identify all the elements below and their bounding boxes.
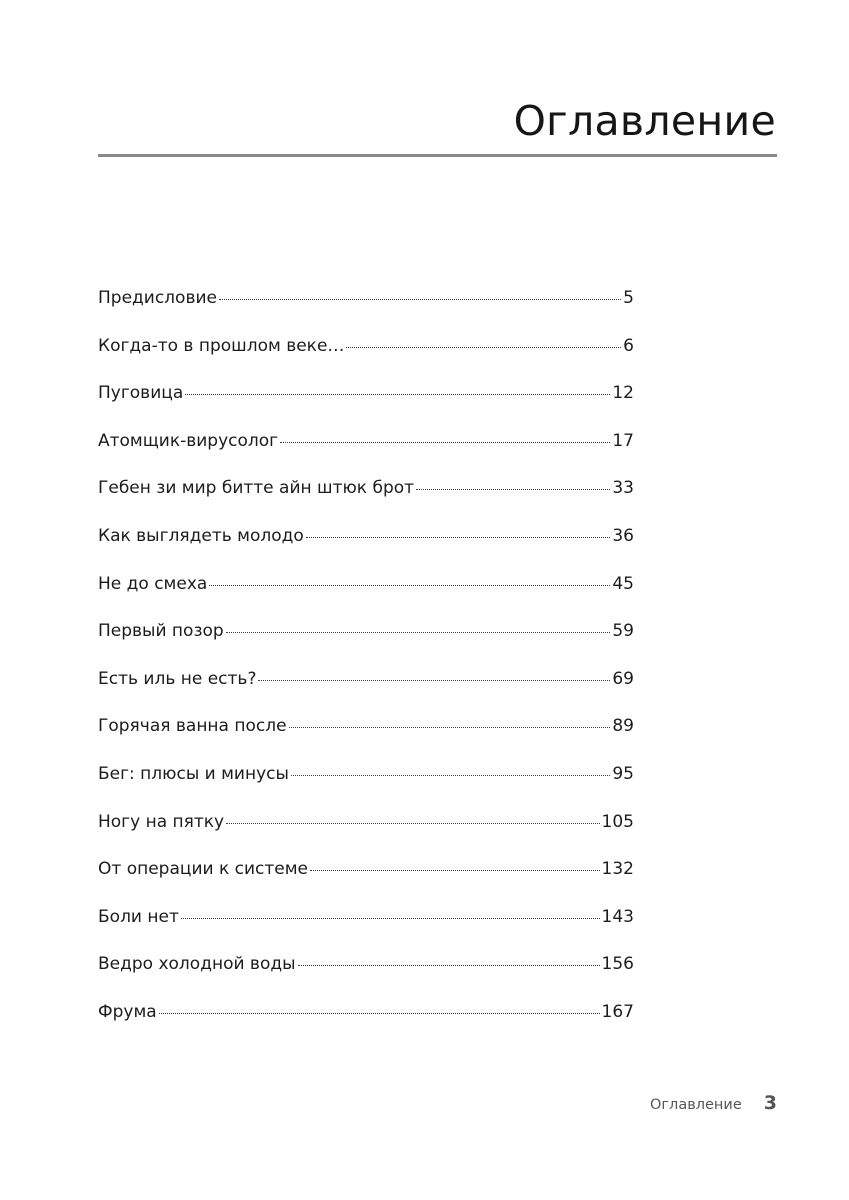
dot-leader — [416, 489, 610, 490]
dot-leader — [226, 823, 599, 824]
toc-entry-title: Боли нет — [98, 906, 179, 927]
toc-entry[interactable] — [98, 574, 634, 622]
toc-entry-page: 167 — [601, 1001, 634, 1022]
dot-leader — [258, 680, 610, 681]
dot-leader — [226, 632, 611, 633]
toc-entry[interactable] — [98, 1002, 634, 1050]
toc-entry-title: Ведро холодной воды — [98, 954, 296, 975]
toc-entry[interactable] — [98, 383, 634, 431]
footer-section-label: Оглавление — [650, 1097, 742, 1113]
toc-entry-page: 45 — [612, 573, 634, 594]
table-of-contents — [98, 288, 634, 1050]
dot-leader — [185, 394, 610, 395]
toc-entry-title: Когда-то в прошлом веке… — [98, 335, 345, 356]
toc-entry-page: 59 — [612, 621, 634, 642]
toc-entry[interactable] — [98, 288, 634, 336]
title-divider — [98, 154, 777, 157]
toc-entry-page: 143 — [601, 906, 634, 927]
toc-entry-page: 156 — [601, 954, 634, 975]
toc-entry-title: Фрума — [98, 1001, 157, 1022]
toc-entry[interactable] — [98, 478, 634, 526]
toc-entry-title: Ногу на пятку — [98, 811, 225, 832]
dot-leader — [306, 537, 611, 538]
toc-entry-page: 33 — [612, 478, 634, 499]
dot-leader — [291, 775, 610, 776]
toc-entry-page: 5 — [623, 288, 634, 308]
toc-entry-title: Бег: плюсы и минусы — [98, 763, 289, 784]
toc-entry-page: 12 — [612, 383, 634, 404]
toc-entry-title: Горячая ванна после — [98, 716, 287, 737]
dot-leader — [298, 965, 600, 966]
toc-entry[interactable] — [98, 716, 634, 764]
toc-entry-page: 17 — [612, 430, 634, 451]
toc-entry-title: Есть иль не есть? — [98, 668, 257, 689]
toc-entry-page: 132 — [601, 859, 634, 880]
toc-entry-title: Гебен зи мир битте айн штюк брот — [98, 478, 415, 499]
toc-entry[interactable] — [98, 764, 634, 812]
toc-entry-title: Первый позор — [98, 621, 224, 642]
toc-entry[interactable] — [98, 954, 634, 1002]
dot-leader — [346, 347, 621, 348]
dot-leader — [310, 870, 600, 871]
dot-leader — [209, 585, 610, 586]
toc-entry[interactable] — [98, 526, 634, 574]
toc-entry[interactable] — [98, 812, 634, 860]
dot-leader — [289, 727, 611, 728]
toc-entry[interactable] — [98, 336, 634, 384]
toc-entry-page: 6 — [623, 335, 634, 356]
toc-entry-page: 69 — [612, 668, 634, 689]
toc-entry[interactable] — [98, 859, 634, 907]
toc-entry-title: Предисловие — [98, 288, 217, 308]
footer-page-number: 3 — [763, 1092, 777, 1114]
toc-entry-page: 89 — [612, 716, 634, 737]
dot-leader — [159, 1013, 600, 1014]
dot-leader — [280, 442, 610, 443]
page-title: Оглавление — [513, 97, 776, 145]
toc-entry[interactable] — [98, 621, 634, 669]
toc-entry[interactable] — [98, 669, 634, 717]
toc-entry-page: 36 — [612, 525, 634, 546]
toc-entry[interactable] — [98, 431, 634, 479]
dot-leader — [219, 299, 621, 300]
toc-entry-page: 95 — [612, 763, 634, 784]
toc-entry-title: Пуговица — [98, 383, 184, 404]
dot-leader — [181, 918, 600, 919]
running-footer — [650, 1092, 777, 1114]
toc-entry-title: Как выглядеть молодо — [98, 525, 304, 546]
toc-entry-title: От операции к системе — [98, 859, 309, 880]
toc-entry-page: 105 — [601, 811, 634, 832]
toc-entry-title: Атомщик-вирусолог — [98, 430, 279, 451]
toc-entry[interactable] — [98, 907, 634, 955]
toc-entry-title: Не до смеха — [98, 573, 208, 594]
